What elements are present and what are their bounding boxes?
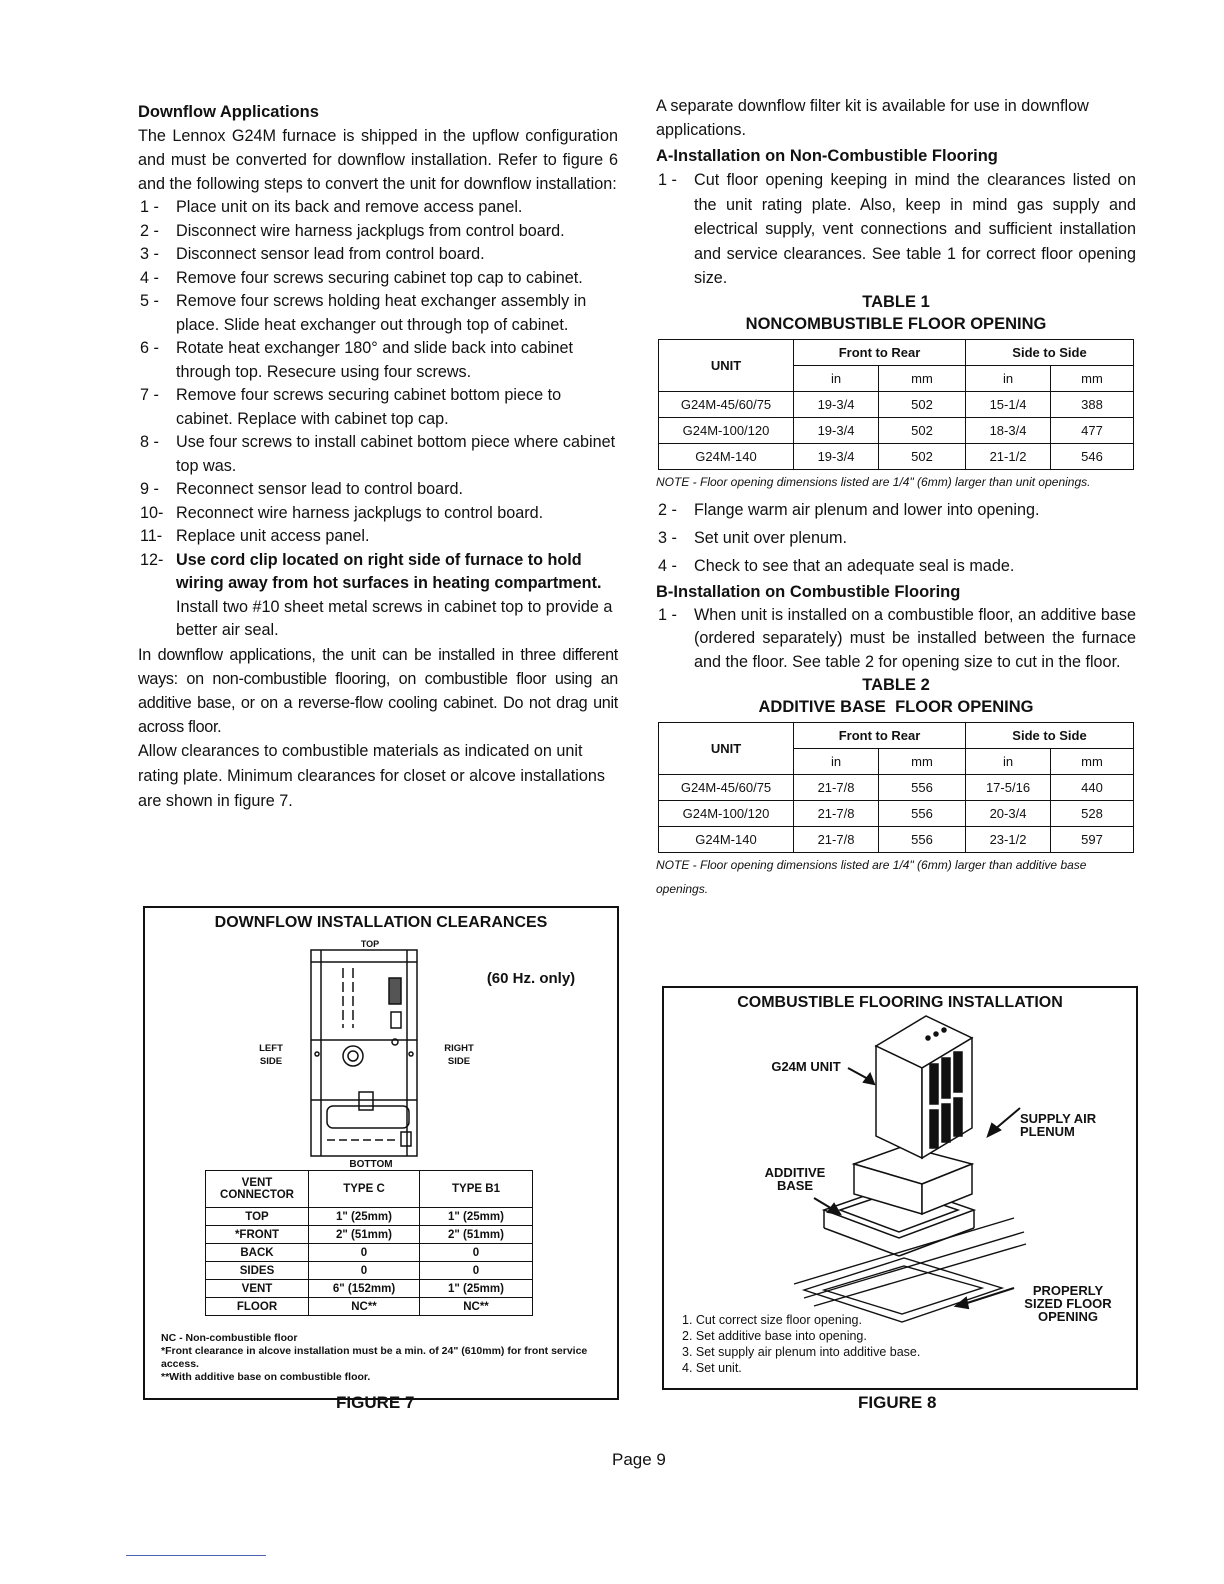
figure-8-title: COMBUSTIBLE FLOORING INSTALLATION <box>737 994 1063 1011</box>
table-row <box>659 391 1134 417</box>
t2-cell: 21-7/8 <box>794 775 879 801</box>
vent-cell: BACK <box>206 1244 309 1262</box>
t1-in: in <box>966 365 1051 391</box>
step-1: 1 - Place unit on its back and remove access panel. <box>140 198 523 216</box>
t2-unit-header: UNIT <box>659 723 794 775</box>
t1-cell: 19-3/4 <box>794 391 879 417</box>
steps-a1 <box>656 168 1136 291</box>
bottom-edge-line <box>126 1555 266 1556</box>
vent-row <box>206 1226 533 1244</box>
t2-cell: 23-1/2 <box>966 827 1051 853</box>
page-number: Page 9 <box>612 1450 666 1469</box>
vent-cell: SIDES <box>206 1262 309 1280</box>
t2-mm: mm <box>879 749 966 775</box>
table-2 <box>658 722 1134 853</box>
vent-cell: 1" (25mm) <box>309 1208 420 1226</box>
step-12: 12- Use cord clip located on right side of furnace to hold wiring away from hot surfaces in heating compartment. Install two #10 sheet metal screws in cabinet top to provide a better air seal. <box>140 550 613 639</box>
t1-mm: mm <box>879 365 966 391</box>
vent-cell: 6" (152mm) <box>309 1280 420 1298</box>
vent-cell: 1" (25mm) <box>420 1208 533 1226</box>
fig8-step-3: 3. Set supply air plenum into additive base. <box>682 1345 921 1359</box>
t2-cell: 528 <box>1051 801 1134 827</box>
t1-cell: 502 <box>879 391 966 417</box>
filter-kit-paragraph: A separate downflow filter kit is available for use in downflow applications. <box>656 97 1089 139</box>
supply-air-plenum-label: SUPPLY AIR PLENUM <box>1020 1111 1097 1139</box>
hz-label: (60 Hz. only) <box>486 970 576 987</box>
vent-header-connector: VENT CONNECTOR <box>206 1171 309 1208</box>
table-1-label: TABLE 1 <box>862 292 930 311</box>
fig8-step-1: 1. Cut correct size floor opening. <box>682 1313 862 1327</box>
t1-in: in <box>794 365 879 391</box>
t1-unit-header: UNIT <box>659 339 794 391</box>
vent-cell: NC** <box>420 1298 533 1316</box>
step-4: 4 - Remove four screws securing cabinet top cap to cabinet. <box>140 268 583 287</box>
vent-row <box>206 1298 533 1316</box>
table-2-note: NOTE - Floor opening dimensions listed are 1/4" (6mm) larger than additive base openings. <box>656 858 1087 896</box>
vent-cell: 0 <box>309 1244 420 1262</box>
t1-cell: G24M-100/120 <box>659 417 794 443</box>
vent-cell: VENT <box>206 1280 309 1298</box>
t2-in: in <box>966 749 1051 775</box>
t2-in: in <box>794 749 879 775</box>
step-b1: 1 - When unit is installed on a combustible floor, an additive base (ordered separately) must be installed between the furnace and the floor. See table 2 for opening size to cut in the floor. <box>658 605 1136 671</box>
fig8-step-4: 4. Set unit. <box>682 1361 742 1375</box>
table-row <box>659 443 1134 469</box>
t2-cell: G24M-45/60/75 <box>659 775 794 801</box>
t1-cell: 19-3/4 <box>794 417 879 443</box>
t1-cell: 502 <box>879 417 966 443</box>
t2-cell: 597 <box>1051 827 1134 853</box>
figure-7-notes <box>161 1332 601 1384</box>
table-1-header-row <box>659 339 1134 365</box>
vent-cell: 2" (51mm) <box>309 1226 420 1244</box>
vent-row <box>206 1244 533 1262</box>
step-a1: 1 - Cut floor opening keeping in mind the clearances listed on the unit rating plate. Also, keep in mind gas supply and electrical supply, vent connections and sufficient installation and service clearances. See table 1 for correct floor opening size. <box>658 171 1136 287</box>
table-row <box>659 827 1134 853</box>
note-front: *Front clearance in alcove installation must be a min. of 24" (610mm) for front service access. <box>161 1345 588 1370</box>
step-10: 10- Reconnect wire harness jackplugs to control board. <box>140 503 544 522</box>
figure-7-title: DOWNFLOW INSTALLATION CLEARANCES <box>214 914 548 931</box>
vent-cell: 0 <box>420 1244 533 1262</box>
t2-cell: 21-7/8 <box>794 827 879 853</box>
vent-cell: NC** <box>309 1298 420 1316</box>
t1-cell: 388 <box>1051 391 1134 417</box>
step-9: 9 - Reconnect sensor lead to control board. <box>140 480 464 498</box>
vent-header-type-c: TYPE C <box>309 1171 420 1208</box>
t2-cell: 21-7/8 <box>794 801 879 827</box>
table-row <box>659 775 1134 801</box>
t1-cell: 19-3/4 <box>794 443 879 469</box>
bottom-label: BOTTOM <box>349 1159 393 1170</box>
t2-cell: 556 <box>879 827 966 853</box>
t2-cell: G24M-100/120 <box>659 801 794 827</box>
t2-cell: 556 <box>879 775 966 801</box>
t1-cell: 546 <box>1051 443 1134 469</box>
table-row <box>659 417 1134 443</box>
vent-cell: 1" (25mm) <box>420 1280 533 1298</box>
step-a3: 3 - Set unit over plenum. <box>658 528 847 547</box>
t2-cell: 17-5/16 <box>966 775 1051 801</box>
vent-row <box>206 1280 533 1298</box>
t1-cell: 15-1/4 <box>966 391 1051 417</box>
figure-7-caption: FIGURE 7 <box>336 1393 415 1412</box>
left-side-label: LEFT SIDE <box>259 1043 283 1067</box>
t2-mm: mm <box>1051 749 1134 775</box>
g24m-unit-label: G24M UNIT <box>771 1059 841 1074</box>
vent-header-type-b1: TYPE B1 <box>420 1171 533 1208</box>
downflow-heading: Downflow Applications <box>138 103 319 121</box>
t2-cell: G24M-140 <box>659 827 794 853</box>
right-side-label: RIGHT SIDE <box>444 1043 474 1067</box>
step-2: 2 - Disconnect wire harness jackplugs from control board. <box>140 221 565 240</box>
clearances-paragraph: Allow clearances to combustible materials as indicated on unit rating plate. Minimum clearances for closet or alcove installations are shown in figure 7. <box>138 741 605 810</box>
fig8-step-2: 2. Set additive base into opening. <box>682 1329 867 1343</box>
table-row <box>659 801 1134 827</box>
left-column <box>138 100 618 814</box>
table-1-note: NOTE - Floor opening dimensions listed are 1/4" (6mm) larger than unit openings. <box>656 474 1091 489</box>
vent-row <box>206 1262 533 1280</box>
t2-cell: 20-3/4 <box>966 801 1051 827</box>
t1-cell: G24M-45/60/75 <box>659 391 794 417</box>
vent-cell: *FRONT <box>206 1226 309 1244</box>
step-a4: 4 - Check to see that an adequate seal is made. <box>658 556 1015 575</box>
table-2-title: ADDITIVE BASE FLOOR OPENING <box>758 698 1034 716</box>
step-8: 8 - Use four screws to install cabinet bottom piece where cabinet top was. <box>140 433 616 475</box>
vent-cell: TOP <box>206 1208 309 1226</box>
table-1 <box>658 339 1134 470</box>
t1-mm: mm <box>1051 365 1134 391</box>
conversion-steps <box>138 196 618 643</box>
heading-b: B-Installation on Combustible Flooring <box>656 582 961 601</box>
t1-front-rear-header: Front to Rear <box>794 339 966 365</box>
furnace-diagram <box>145 908 617 1398</box>
t1-cell: 502 <box>879 443 966 469</box>
step-5: 5 - Remove four screws holding heat exchanger assembly in place. Slide heat exchanger out through top of cabinet. <box>140 292 587 334</box>
table-2-header-row <box>659 723 1134 749</box>
step-6: 6 - Rotate heat exchanger 180° and slide back into cabinet through top. Resecure using four screws. <box>140 339 574 381</box>
furnace-outline <box>311 950 417 1156</box>
t2-cell: 556 <box>879 801 966 827</box>
g24m-unit-drawing <box>876 1016 972 1158</box>
vent-header-row <box>206 1171 533 1208</box>
figure-8-box <box>662 986 1138 1390</box>
t2-front-rear-header: Front to Rear <box>794 723 966 749</box>
t2-side-side-header: Side to Side <box>966 723 1134 749</box>
step-11: 11- Replace unit access panel. <box>140 527 370 545</box>
table-2-label: TABLE 2 <box>862 676 930 694</box>
note-additive: **With additive base on combustible floor. <box>161 1371 371 1383</box>
t2-cell: 440 <box>1051 775 1134 801</box>
vent-cell: 2" (51mm) <box>420 1226 533 1244</box>
step-a2: 2 - Flange warm air plenum and lower into opening. <box>658 500 1040 519</box>
figure-8-steps <box>682 1312 920 1376</box>
floor-opening-label: PROPERLY SIZED FLOOR OPENING <box>1024 1283 1112 1324</box>
vent-cell: 0 <box>309 1262 420 1280</box>
downflow-intro: The Lennox G24M furnace is shipped in the upflow configuration and must be converted for downflow installation. Refer to figure 6 and the following steps to convert the unit for downflow installation: <box>138 127 618 193</box>
vent-cell: FLOOR <box>206 1298 309 1316</box>
steps-a-rest <box>656 496 1136 580</box>
table-1-title: NONCOMBUSTIBLE FLOOR OPENING <box>745 314 1047 333</box>
t1-cell: 18-3/4 <box>966 417 1051 443</box>
t1-cell: 477 <box>1051 417 1134 443</box>
steps-b <box>656 604 1136 675</box>
additive-base-label: ADDITIVE BASE <box>764 1165 826 1193</box>
figure-8-caption: FIGURE 8 <box>858 1393 937 1412</box>
heading-a: A-Installation on Non-Combustible Flooring <box>656 147 998 165</box>
t1-side-side-header: Side to Side <box>966 339 1134 365</box>
right-column <box>656 94 1136 901</box>
note-nc: NC - Non-combustible floor <box>161 1332 298 1344</box>
t1-cell: G24M-140 <box>659 443 794 469</box>
top-label: TOP <box>360 939 380 949</box>
installation-ways-paragraph: In downflow applications, the unit can be installed in three different ways: on non-combustible flooring, on combustible floor using an additive base, or on a reverse-flow cooling cabinet. Do not drag unit across floor. <box>138 645 618 736</box>
vent-row <box>206 1208 533 1226</box>
step-3: 3 - Disconnect sensor lead from control board. <box>140 245 485 263</box>
step-7: 7 - Remove four screws securing cabinet bottom piece to cabinet. Replace with cabinet top cap. <box>140 386 562 428</box>
vent-clearance-table <box>205 1170 533 1316</box>
vent-cell: 0 <box>420 1262 533 1280</box>
t1-cell: 21-1/2 <box>966 443 1051 469</box>
figure-7-box <box>143 906 619 1400</box>
